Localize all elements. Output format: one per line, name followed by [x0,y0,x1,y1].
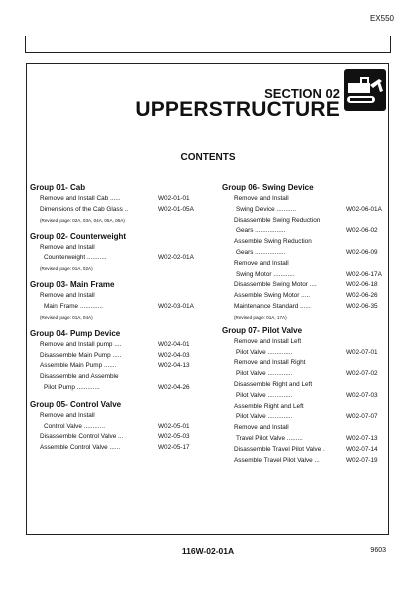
toc-entry-text: Assemble Control Valve ...... [40,444,121,452]
toc-entry-text: (Revised page: 02A, 03A, 04A, 05A, 06A) [40,217,125,223]
toc-row [30,291,205,302]
toc-row [222,412,384,423]
toc-entry-text: Maintenance Standard ...... [234,302,311,310]
toc-entry-code: W02-04-01 [158,340,190,348]
toc-entry-code: W02-06-26 [346,292,378,300]
toc-row [30,443,205,454]
toc-entry-text: Disassemble Swing Motor .... [234,281,317,289]
toc-entry-text: Pilot Valve .............. [236,370,293,378]
toc-entry-text: Main Frame ............. [44,302,103,310]
toc-entry-text: Disassemble Main Pump ..... [40,351,122,359]
toc-right-column [222,182,384,466]
toc-entry-text: Remove and Install [40,411,95,419]
excavator-icon [344,69,386,111]
toc-row [30,253,205,264]
toc-entry-code: W02-06-09 [346,248,378,256]
group-title: Group 04- Pump Device [30,328,121,338]
toc-entry-code: W02-07-14 [346,445,378,453]
toc-entry-text: Pilot Valve .............. [236,391,293,399]
toc-entry-text: Swing Motor ............ [236,270,295,278]
toc-row [222,302,384,313]
toc-entry-code: W02-01-01 [158,195,190,202]
toc-entry-code: W02-06-17A [346,270,382,278]
toc-entry-text: Remove and Install [40,292,95,300]
toc-row [222,291,384,302]
toc-row [30,411,205,422]
toc-entry-text: Remove and Install Right [234,359,306,367]
toc-entry-code: W02-06-35 [346,302,378,310]
toc-row [222,456,384,467]
toc-entry-code: W02-05-01 [158,422,190,430]
toc-entry-text: Disassemble Travel Pilot Valve . [234,445,325,453]
toc-entry-text: (Revised page: 01A, 17A) [234,314,287,320]
toc-entry-text: Remove and Install Cab ...... [40,195,121,202]
toc-row [222,194,384,205]
toc-row [222,205,384,216]
revision-note [30,216,205,226]
toc-entry-text: Pilot Pump ............. [44,383,100,391]
toc-entry-text: Gears ................. [236,227,286,235]
group-title: Group 01- Cab [30,183,86,192]
contents-heading: CONTENTS [180,152,236,163]
toc-row [222,358,384,369]
toc-entry-code: W02-01-05A [158,205,194,213]
toc-entry-text: Disassemble Right and Left [234,380,313,388]
toc-entry-code: W02-07-13 [346,434,378,442]
toc-row [222,391,384,402]
toc-row [30,351,205,362]
toc-entry-code: W02-06-01A [346,205,382,213]
toc-entry-text: Remove and Install Left [234,337,302,345]
toc-entry-text: Disassemble Control Valve ... [40,433,124,441]
toc-entry-text: Dimensions of the Cab Glass .. [40,205,129,213]
toc-row [222,216,384,227]
toc-entry-text: Assemble Main Pump ....... [40,362,117,370]
toc-row [222,248,384,259]
header-right-tick [390,36,391,52]
toc-row [30,372,205,383]
toc-entry-text: Remove and Install pump .... [40,340,122,348]
toc-entry-text: Pilot Valve .............. [236,413,293,421]
model-number: EX550 [369,14,394,23]
toc-entry-code: W02-07-19 [346,456,378,464]
group-title: Group 07- Pilot Valve [222,325,303,335]
toc-entry-text: Counterweight ........... [44,254,107,262]
toc-entry-text: Pilot Valve .............. [236,348,293,356]
toc-entry-text: Remove and Install [234,424,289,432]
toc-entry-code: W02-07-01 [346,348,378,356]
toc-row [222,445,384,456]
group-title: Group 03- Main Frame [30,280,115,290]
toc-entry-code: W02-04-26 [158,383,190,391]
toc-entry-text: Remove and Install [234,195,289,202]
group-title: Group 05- Control Valve [30,399,122,409]
toc-row [30,205,205,216]
footer-document-code: 116W-02-01A [181,546,235,556]
toc-row [222,369,384,380]
toc-entry-text: (Revised page: 01A, 02A) [40,266,93,272]
toc-row [222,259,384,270]
toc-entry-text: Gears ................. [236,248,286,256]
toc-entry-text: Remove and Install [234,259,289,267]
revision-note [222,313,384,323]
section-title: UPPERSTRUCTURE [135,98,340,121]
toc-row [30,243,205,254]
toc-entry-code: W02-03-01A [158,302,194,310]
toc-row [222,423,384,434]
header-left-tick [25,36,26,52]
toc-entry-text: Remove and Install [40,243,95,251]
toc-entry-text: Travel Pilot Valve ......... [236,434,303,442]
toc-row [222,237,384,248]
toc-entry-text: Assemble Right and Left [234,402,304,410]
toc-entry-text: Assemble Swing Motor ..... [234,292,311,300]
toc-left-column [30,182,205,454]
toc-entry-text: Assemble Travel Pilot Valve ... [234,456,320,464]
toc-row [30,340,205,351]
toc-entry-text: Assemble Swing Reduction [234,238,312,246]
toc-entry-code: W02-04-03 [158,351,190,359]
toc-entry-code: W02-06-02 [346,227,378,235]
toc-entry-text: Disassemble Swing Reduction [234,216,321,224]
toc-entry-code: W02-05-17 [158,444,190,452]
toc-entry-code: W02-07-07 [346,413,378,421]
toc-row [222,280,384,291]
toc-entry-code: W02-02-01A [158,254,194,262]
toc-row [222,402,384,413]
revision-note [30,313,205,323]
toc-row [30,383,205,394]
toc-row [222,337,384,348]
toc-row [30,361,205,372]
toc-entry-code: W02-07-03 [346,391,378,399]
toc-row [222,380,384,391]
toc-entry-code: W02-07-02 [346,370,378,378]
toc-entry-code: W02-05-03 [158,433,190,441]
toc-row [30,302,205,313]
group-title: Group 02- Counterweight [30,231,126,241]
toc-row [30,194,205,205]
toc-entry-text: Disassemble and Assemble [40,373,119,381]
footer-page-number: 9603 [370,547,386,554]
header-rule [25,52,391,53]
group-title: Group 06- Swing Device [222,183,314,192]
section-label: SECTION 02 [264,86,340,101]
toc-entry-text: Control Valve ............ [44,422,105,430]
toc-entry-code: W02-04-13 [158,362,190,370]
toc-entry-text: Swing Device ........... [236,205,297,213]
toc-entry-code: W02-06-18 [346,281,378,289]
toc-row [222,434,384,445]
toc-row [222,226,384,237]
toc-row [222,270,384,281]
revision-note [30,264,205,274]
toc-entry-text: (Revised page: 01A, 04A) [40,314,93,320]
toc-row [30,422,205,433]
toc-row [222,348,384,359]
toc-row [30,432,205,443]
